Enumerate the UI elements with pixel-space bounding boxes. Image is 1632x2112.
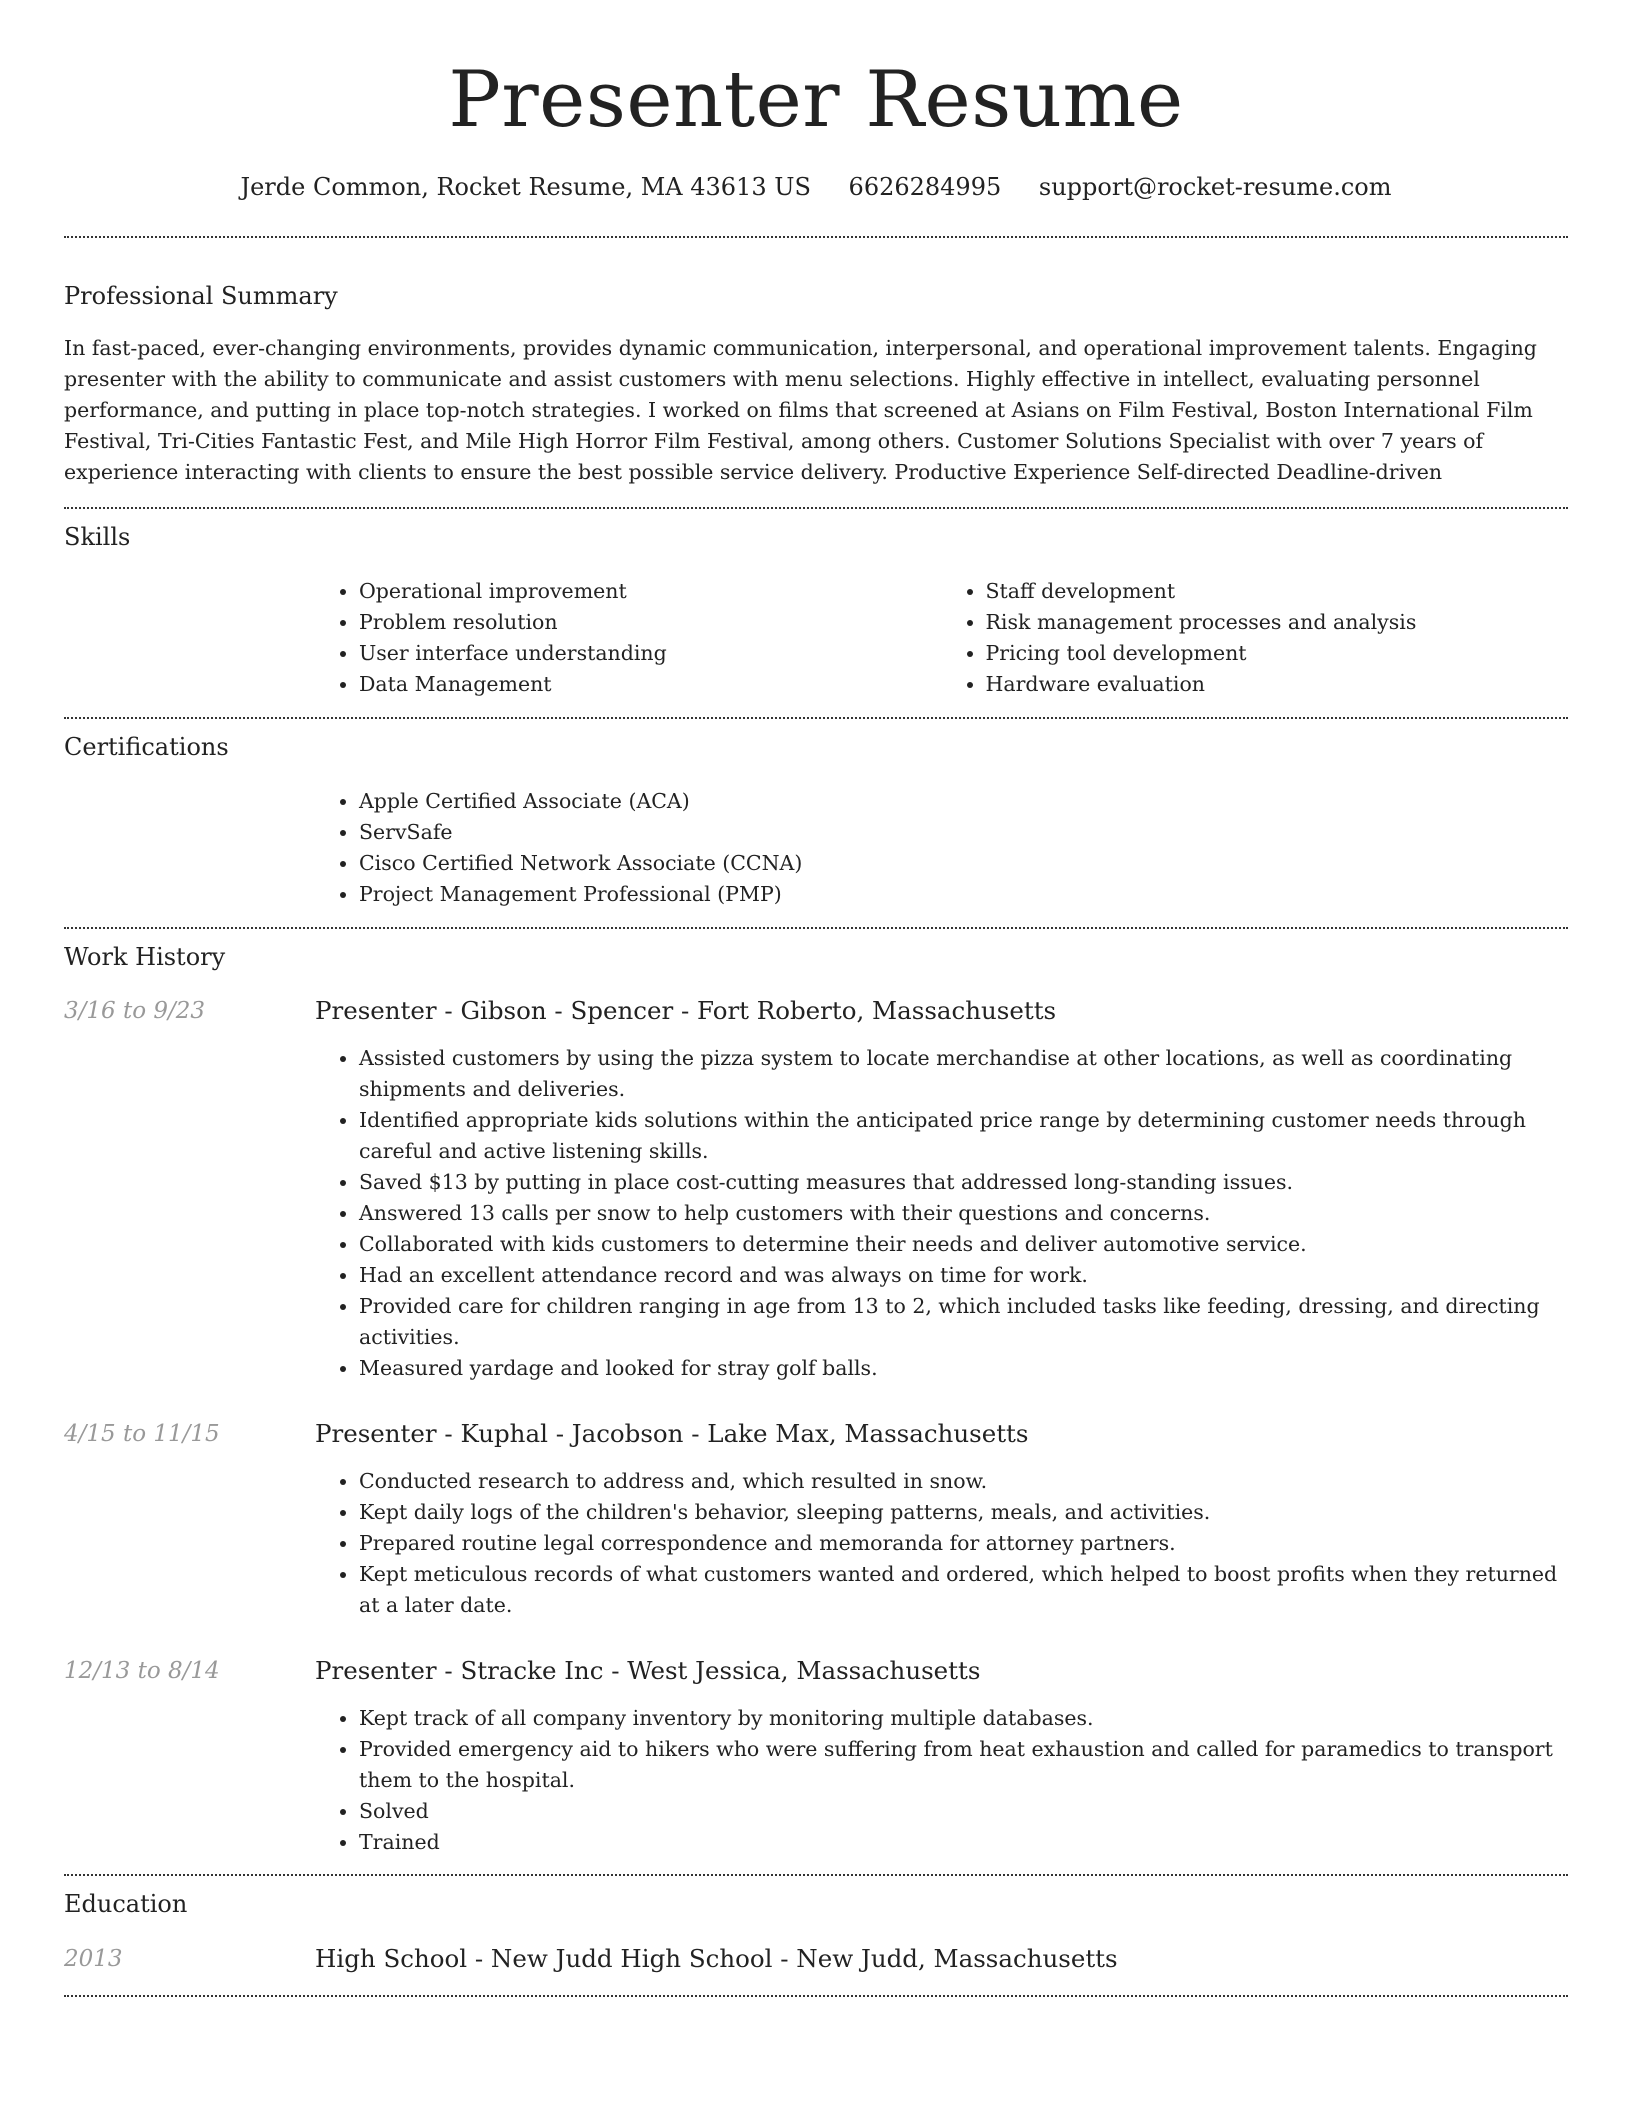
- certification-item: • Project Management Professional (PMP): [359, 879, 1568, 910]
- job-bullet: • Collaborated with kids customers to determine their needs and deliver automotive service.: [359, 1229, 1568, 1260]
- summary-heading: Professional Summary: [64, 282, 338, 310]
- certifications-heading: Certifications: [64, 733, 229, 761]
- summary-text: In fast-paced, ever-changing environments, provides dynamic communication, interpersonal, and operational improvement talents. Engaging presenter with the ability to communicate and assist customers with menu selections. Highly effective in intellect, evaluating personnel performance, and putting in place top-notch strategies. I worked on films that screened at Asians on Film Festival, Boston International Film Festival, Tri-Cities Fantastic Fest, and Mile High Horror Film Festival, among others. Customer Solutions Specialist with over 7 years of experience interacting with clients to ensure the best possible service delivery. Productive Experience Self-directed Deadline-driven: [64, 336, 1537, 484]
- education-divider: [64, 1995, 1568, 1997]
- certification-item: • ServSafe: [359, 817, 1568, 848]
- skill-item: • Operational improvement: [359, 576, 942, 607]
- education-heading: Education: [64, 1890, 188, 1918]
- job-title: Presenter - Gibson - Spencer - Fort Roberto, Massachusetts: [315, 996, 1057, 1025]
- contact-phone: 6626284995: [848, 173, 1002, 201]
- job-bullets: [315, 1466, 1568, 1621]
- job-entry: [64, 1418, 1568, 1621]
- job-bullet: • Kept meticulous records of what customers wanted and ordered, which helped to boost profits when they returned at a later date.: [359, 1559, 1568, 1621]
- job-title: Presenter - Stracke Inc - West Jessica, Massachusetts: [315, 1656, 981, 1685]
- job-dates: 4/15 to 11/15: [64, 1421, 220, 1447]
- summary-section: [64, 281, 1568, 488]
- job-bullets: [315, 1043, 1568, 1384]
- contact-email: support@rocket-resume.com: [1038, 173, 1392, 201]
- job-bullet: • Answered 13 calls per snow to help customers with their questions and concerns.: [359, 1198, 1568, 1229]
- skill-item: • Staff development: [986, 576, 1569, 607]
- skill-item: • Pricing tool development: [986, 638, 1569, 669]
- job-bullet: • Kept daily logs of the children's behavior, sleeping patterns, meals, and activities.: [359, 1497, 1568, 1528]
- header-divider: [64, 236, 1568, 238]
- job-body: [315, 995, 1568, 1384]
- job-bullet: • Provided care for children ranging in age from 13 to 2, which included tasks like feeding, dressing, and directing activities.: [359, 1291, 1568, 1353]
- summary-divider: [64, 507, 1568, 509]
- job-bullet: • Conducted research to address and, which resulted in snow.: [359, 1466, 1568, 1497]
- job-bullets: [315, 1703, 1568, 1858]
- job-bullet: • Saved $13 by putting in place cost-cutting measures that addressed long-standing issues.: [359, 1167, 1568, 1198]
- certifications-section: [64, 732, 1568, 910]
- education-year: 2013: [64, 1946, 123, 1972]
- work-history-heading: Work History: [64, 943, 226, 971]
- skills-grid: [315, 576, 1568, 700]
- job-entry: [64, 995, 1568, 1384]
- certifications-block: [315, 786, 1568, 910]
- education-entry: [64, 1943, 1568, 1975]
- work-history-divider: [64, 1874, 1568, 1876]
- certifications-list: [315, 786, 1568, 910]
- job-bullet: • Identified appropriate kids solutions within the anticipated price range by determining customer needs through careful and active listening skills.: [359, 1105, 1568, 1167]
- skills-heading: Skills: [64, 523, 131, 551]
- skills-divider: [64, 717, 1568, 719]
- contact-address: Jerde Common, Rocket Resume, MA 43613 US: [240, 173, 811, 201]
- job-title: Presenter - Kuphal - Jacobson - Lake Max, Massachusetts: [315, 1419, 1029, 1448]
- job-bullet: • Prepared routine legal correspondence and memoranda for attorney partners.: [359, 1528, 1568, 1559]
- education-body: [315, 1943, 1568, 1975]
- skill-item: • Risk management processes and analysis: [986, 607, 1569, 638]
- resume-page: [64, 0, 1568, 1997]
- job-bullet: • Had an excellent attendance record and was always on time for work.: [359, 1260, 1568, 1291]
- job-dates: 12/13 to 8/14: [64, 1658, 220, 1684]
- job-bullet: • Measured yardage and looked for stray golf balls.: [359, 1353, 1568, 1384]
- job-bullet: • Solved: [359, 1796, 1568, 1827]
- certifications-divider: [64, 927, 1568, 929]
- skill-item: • Hardware evaluation: [986, 669, 1569, 700]
- skill-item: • User interface understanding: [359, 638, 942, 669]
- resume-title: Presenter Resume: [448, 55, 1184, 145]
- certification-item: • Cisco Certified Network Associate (CCNA): [359, 848, 1568, 879]
- job-bullet: • Provided emergency aid to hikers who were suffering from heat exhaustion and called for paramedics to transport them to the hospital.: [359, 1734, 1568, 1796]
- job-body: [315, 1418, 1568, 1621]
- job-entry: [64, 1655, 1568, 1858]
- job-bullet: • Trained: [359, 1827, 1568, 1858]
- skill-item: • Data Management: [359, 669, 942, 700]
- job-body: [315, 1655, 1568, 1858]
- contact-line: [64, 172, 1568, 202]
- skills-list-left: [315, 576, 942, 700]
- skill-item: • Problem resolution: [359, 607, 942, 638]
- education-section: [64, 1889, 1568, 1975]
- skills-section: [64, 522, 1568, 700]
- job-bullet: • Kept track of all company inventory by monitoring multiple databases.: [359, 1703, 1568, 1734]
- education-title: High School - New Judd High School - New Judd, Massachusetts: [315, 1944, 1118, 1973]
- job-bullet: • Assisted customers by using the pizza system to locate merchandise at other locations, as well as coordinating shipments and deliveries.: [359, 1043, 1568, 1105]
- work-history-section: [64, 942, 1568, 1858]
- skills-list-right: [942, 576, 1569, 700]
- job-dates: 3/16 to 9/23: [64, 998, 206, 1024]
- certification-item: • Apple Certified Associate (ACA): [359, 786, 1568, 817]
